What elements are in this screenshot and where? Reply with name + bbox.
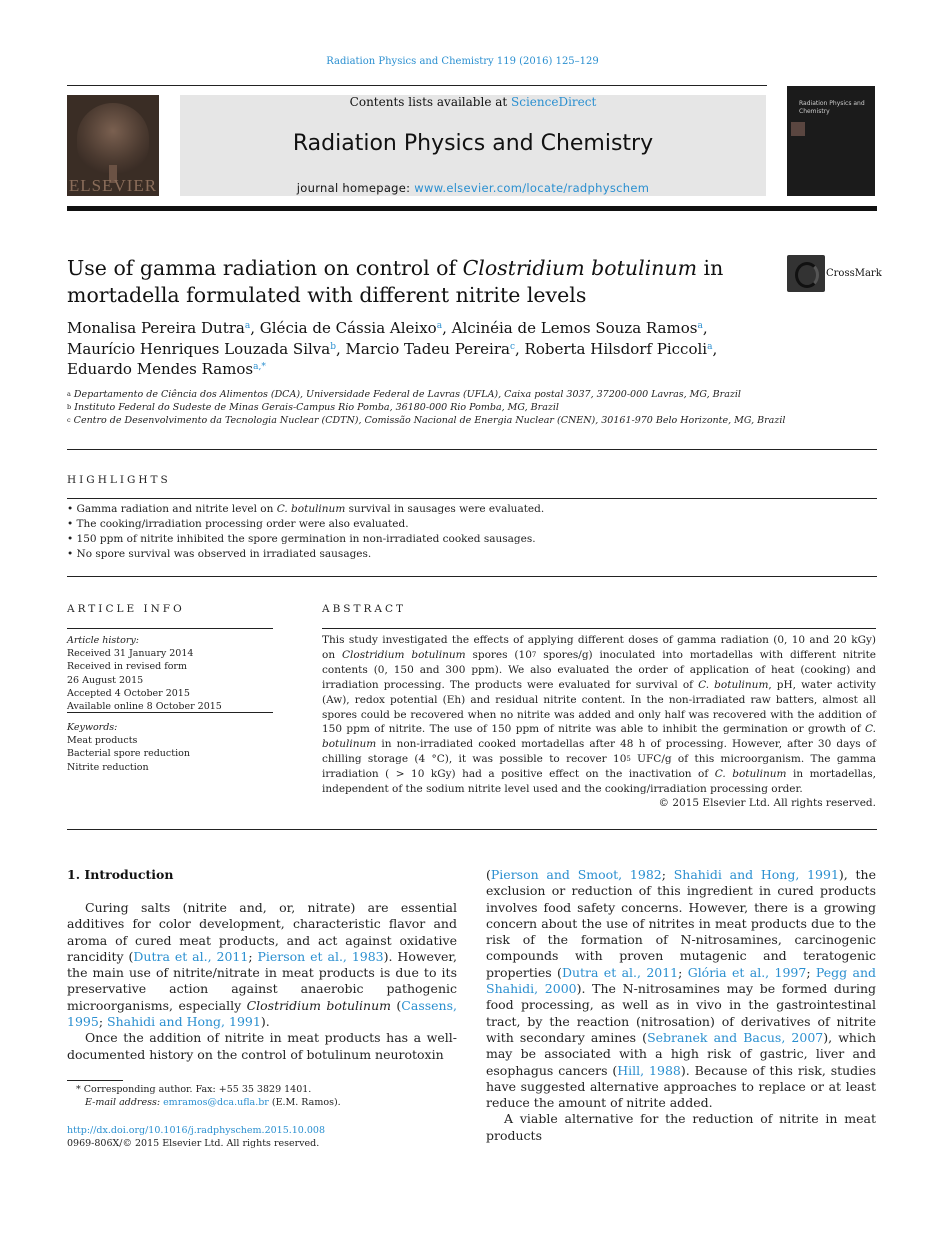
abstract-heading: ABSTRACT	[322, 603, 407, 615]
citation-link[interactable]: Cassens, 1995	[67, 997, 457, 1030]
journal-banner	[180, 95, 766, 196]
author[interactable]: Monalisa Pereira Dutra$^a$	[67, 319, 251, 337]
divider	[67, 829, 877, 830]
citation-link[interactable]: Shahidi and Hong, 1991	[673, 867, 839, 882]
keywords: Keywords: Meat products Bacterial spore reduction Nitrite reduction	[67, 721, 273, 774]
paragraph: (Pierson and Smoot, 1982; Shahidi and Hong, 1991), the exclusion or reduction of this ingredient in cured products involves food safety concerns. However, there is a growing concern about the use of nitrites in meat products due to the risk of the formation of N-nitrosamines, carcinogenic compounds with proven mutagenic and teratogenic properties (Dutra et al., 2011; Glória et al., 1997; Pegg and Shahidi, 2000). The N-nitrosamines may be formed during food processing, as well as in vivo in the gastrointestinal tract, by the reaction (nitrosation) of derivatives of nitrite with secondary amines (Sebranek and Bacus, 2007), which may be associated with a high risk of gastric, liver and esophagus cancers (Hill, 1988). Because of this risk, studies have suggested alternative approaches to replace or at least reduce the amount of nitrite added.	[486, 867, 877, 1111]
affiliations	[67, 388, 847, 427]
issn-line: 0969-806X/© 2015 Elsevier Ltd. All rights reserved.	[67, 1138, 320, 1149]
author[interactable]: Alcinéia de Lemos Souza Ramos$^a$	[451, 319, 703, 337]
author[interactable]: Marcio Tadeu Pereira$^c$	[345, 339, 515, 358]
elsevier-logo	[67, 95, 159, 196]
author[interactable]: Eduardo Mendes Ramos$^{a,*}$	[67, 360, 266, 378]
history-entry: Available online 8 October 2015	[67, 701, 222, 713]
history-entry: Accepted 4 October 2015	[67, 687, 190, 699]
affiliation: $^b$ Instituto Federal do Sudeste de Minas Gerais-Campus Rio Pomba, 36180-000 Rio Pomba, MG, Brazil	[67, 402, 559, 413]
citation-link[interactable]: Hill, 1988	[617, 1062, 681, 1078]
keyword[interactable]: Bacterial spore reduction	[67, 748, 190, 760]
citation-link[interactable]: Dutra et al., 2011	[133, 948, 249, 964]
highlights-heading: HIGHLIGHTS	[67, 474, 171, 486]
article-history: Article history: Received 31 January 2014 Received in revised form 26 August 2015 Accepted 4 October 2015 Available online 8 October 2015	[67, 634, 273, 713]
history-entry: 26 August 2015	[67, 674, 144, 686]
doi-block	[67, 1124, 325, 1150]
elsevier-wordmark: ELSEVIER	[68, 176, 158, 195]
body-left-column	[67, 900, 457, 1063]
divider	[67, 628, 273, 629]
author-list: Monalisa Pereira Dutra$^a$, Glécia de Cássia Aleixo$^a$, Alcinéia de Lemos Souza Ramos$^a$, Maurício Henriques Louzada Silva$^b$, Marcio Tadeu Pereira$^c$, Roberta Hilsdorf Piccoli$^a$, Eduardo Mendes Ramos$^{a,*}$	[67, 319, 718, 378]
crossmark-label[interactable]: CrossMark	[826, 268, 882, 279]
paragraph: Once the addition of nitrite in meat products has a well-documented history on the control of botulinum neurotoxin	[67, 1030, 457, 1062]
history-entry: Received in revised form	[67, 661, 187, 673]
paragraph: Curing salts (nitrite and, or, nitrate) are essential additives for color development, characteristic flavor and aroma of cured meat products, and act against oxidative rancidity (Dutra et al., 2011; Pierson et al., 1983). However, the main use of nitrite/nitrate in meat products is due to its preservative action against anaerobic pathogenic microorganisms, especially Clostridium botulinum (Cassens, 1995; Shahidi and Hong, 1991).	[67, 900, 457, 1030]
citation-link[interactable]: Sebranek and Bacus, 2007	[647, 1029, 824, 1045]
history-entry: Received 31 January 2014	[67, 648, 194, 660]
section-heading: 1. Introduction	[67, 867, 174, 882]
sciencedirect-link[interactable]: ScienceDirect	[511, 95, 597, 109]
divider	[67, 576, 877, 577]
body-right-column	[486, 867, 876, 1144]
list-item: • The cooking/irradiation processing order were also evaluated.	[67, 517, 877, 532]
keyword[interactable]: Meat products	[67, 735, 138, 747]
citation-link[interactable]: Pierson et al., 1983	[257, 948, 384, 964]
citation-link[interactable]: Glória et al., 1997	[687, 964, 807, 980]
author[interactable]: Maurício Henriques Louzada Silva$^b$	[67, 339, 336, 358]
list-item: • 150 ppm of nitrite inhibited the spore germination in non-irradiated cooked sausages.	[67, 532, 877, 547]
divider	[67, 449, 877, 450]
cover-title: Radiation Physics and Chemistry	[799, 100, 865, 115]
tree-icon	[77, 103, 149, 173]
doi-link[interactable]: http://dx.doi.org/10.1016/j.radphyschem.2015.10.008	[67, 1125, 326, 1136]
divider	[322, 628, 876, 629]
email-link[interactable]: emramos@dca.ufla.br	[163, 1097, 269, 1108]
abstract-text: This study investigated the effects of applying different doses of gamma radiation (0, 10 and 20 kGy) on Clostridium botulinum spores ($10^7$ spores/g) inoculated into mortadellas with different nitrite contents (0, 150 and 300 ppm). We also evaluated the order of application of heat (cooking) and irradiation processing. The products were evaluated for survival of C. botulinum, pH, water activity (Aw), redox potential (Eh) and residual nitrite content. In the non-irradiated raw batters, almost all spores could be recovered when no nitrite was added and only half was recovered with the addition of 150 ppm of nitrite. The use of 150 ppm of nitrite was able to inhibit the germination or growth of C. botulinum in non-irradiated cooked mortadellas after 48 h of processing. However, after 30 days of chilling storage (4 °C), it was possible to recover $10^5$ UFC/g of this microorganism. The gamma irradiation ( > 10 kGy) had a positive effect on the inactivation of C. botulinum in mortadellas, independent of the sodium nitrite level used and the cooking/irradiation processing order.	[322, 634, 877, 796]
citation-link[interactable]: Shahidi and Hong, 1991	[107, 1014, 261, 1030]
journal-cover[interactable]	[787, 86, 875, 196]
footnote-rule	[67, 1080, 123, 1081]
header-thick-rule	[67, 206, 877, 211]
corresponding-author: * Corresponding author. Fax: +55 35 3829 1401.	[76, 1084, 312, 1095]
author[interactable]: Glécia de Cássia Aleixo$^a$	[259, 319, 443, 337]
contents-line: Contents lists available at ScienceDirect	[349, 95, 597, 109]
affiliation: $^c$ Centro de Desenvolvimento da Tecnologia Nuclear (CDTN), Comissão Nacional de Energia Nuclear (CNEN), 30161-970 Belo Horizonte, MG, Brazil	[67, 415, 786, 426]
email-line: E-mail address: emramos@dca.ufla.br (E.M. Ramos).	[85, 1097, 341, 1108]
paragraph: A viable alternative for the reduction of nitrite in meat products	[486, 1111, 876, 1143]
divider	[67, 498, 877, 499]
citation-link[interactable]: Pegg and Shahidi, 2000	[486, 964, 876, 997]
journal-title: Radiation Physics and Chemistry	[292, 131, 654, 156]
footnote	[76, 1083, 456, 1109]
keyword[interactable]: Nitrite reduction	[67, 761, 149, 773]
highlights-list	[67, 502, 877, 562]
divider	[67, 712, 273, 713]
header-rule	[67, 85, 767, 86]
article-title: Use of gamma radiation on control of Clostridium botulinum in mortadella formulated with different nitrite levels	[67, 256, 724, 307]
affiliation: $^a$ Departamento de Ciência dos Alimentos (DCA), Universidade Federal de Lavras (UFLA), Caixa postal 3037, 37200-000 Lavras, MG, Brazil	[67, 389, 741, 400]
journal-reference[interactable]: Radiation Physics and Chemistry 119 (2016) 125–129	[326, 56, 599, 67]
cover-emblem-icon	[791, 122, 805, 136]
citation-link[interactable]: Pierson and Smoot, 1982	[490, 867, 662, 882]
journal-homepage: journal homepage: www.elsevier.com/locate/radphyschem	[296, 181, 650, 195]
citation-link[interactable]: Dutra et al., 2011	[561, 964, 679, 980]
copyright: © 2015 Elsevier Ltd. All rights reserved.	[658, 797, 876, 809]
author[interactable]: Roberta Hilsdorf Piccoli$^a$	[524, 339, 713, 358]
list-item: • Gamma radiation and nitrite level on C. botulinum survival in sausages were evaluated.	[67, 502, 877, 517]
article-info-heading: ARTICLE INFO	[67, 603, 185, 615]
list-item: • No spore survival was observed in irradiated sausages.	[67, 547, 877, 562]
crossmark-icon[interactable]	[787, 255, 825, 292]
homepage-link[interactable]: www.elsevier.com/locate/radphyschem	[414, 181, 650, 195]
